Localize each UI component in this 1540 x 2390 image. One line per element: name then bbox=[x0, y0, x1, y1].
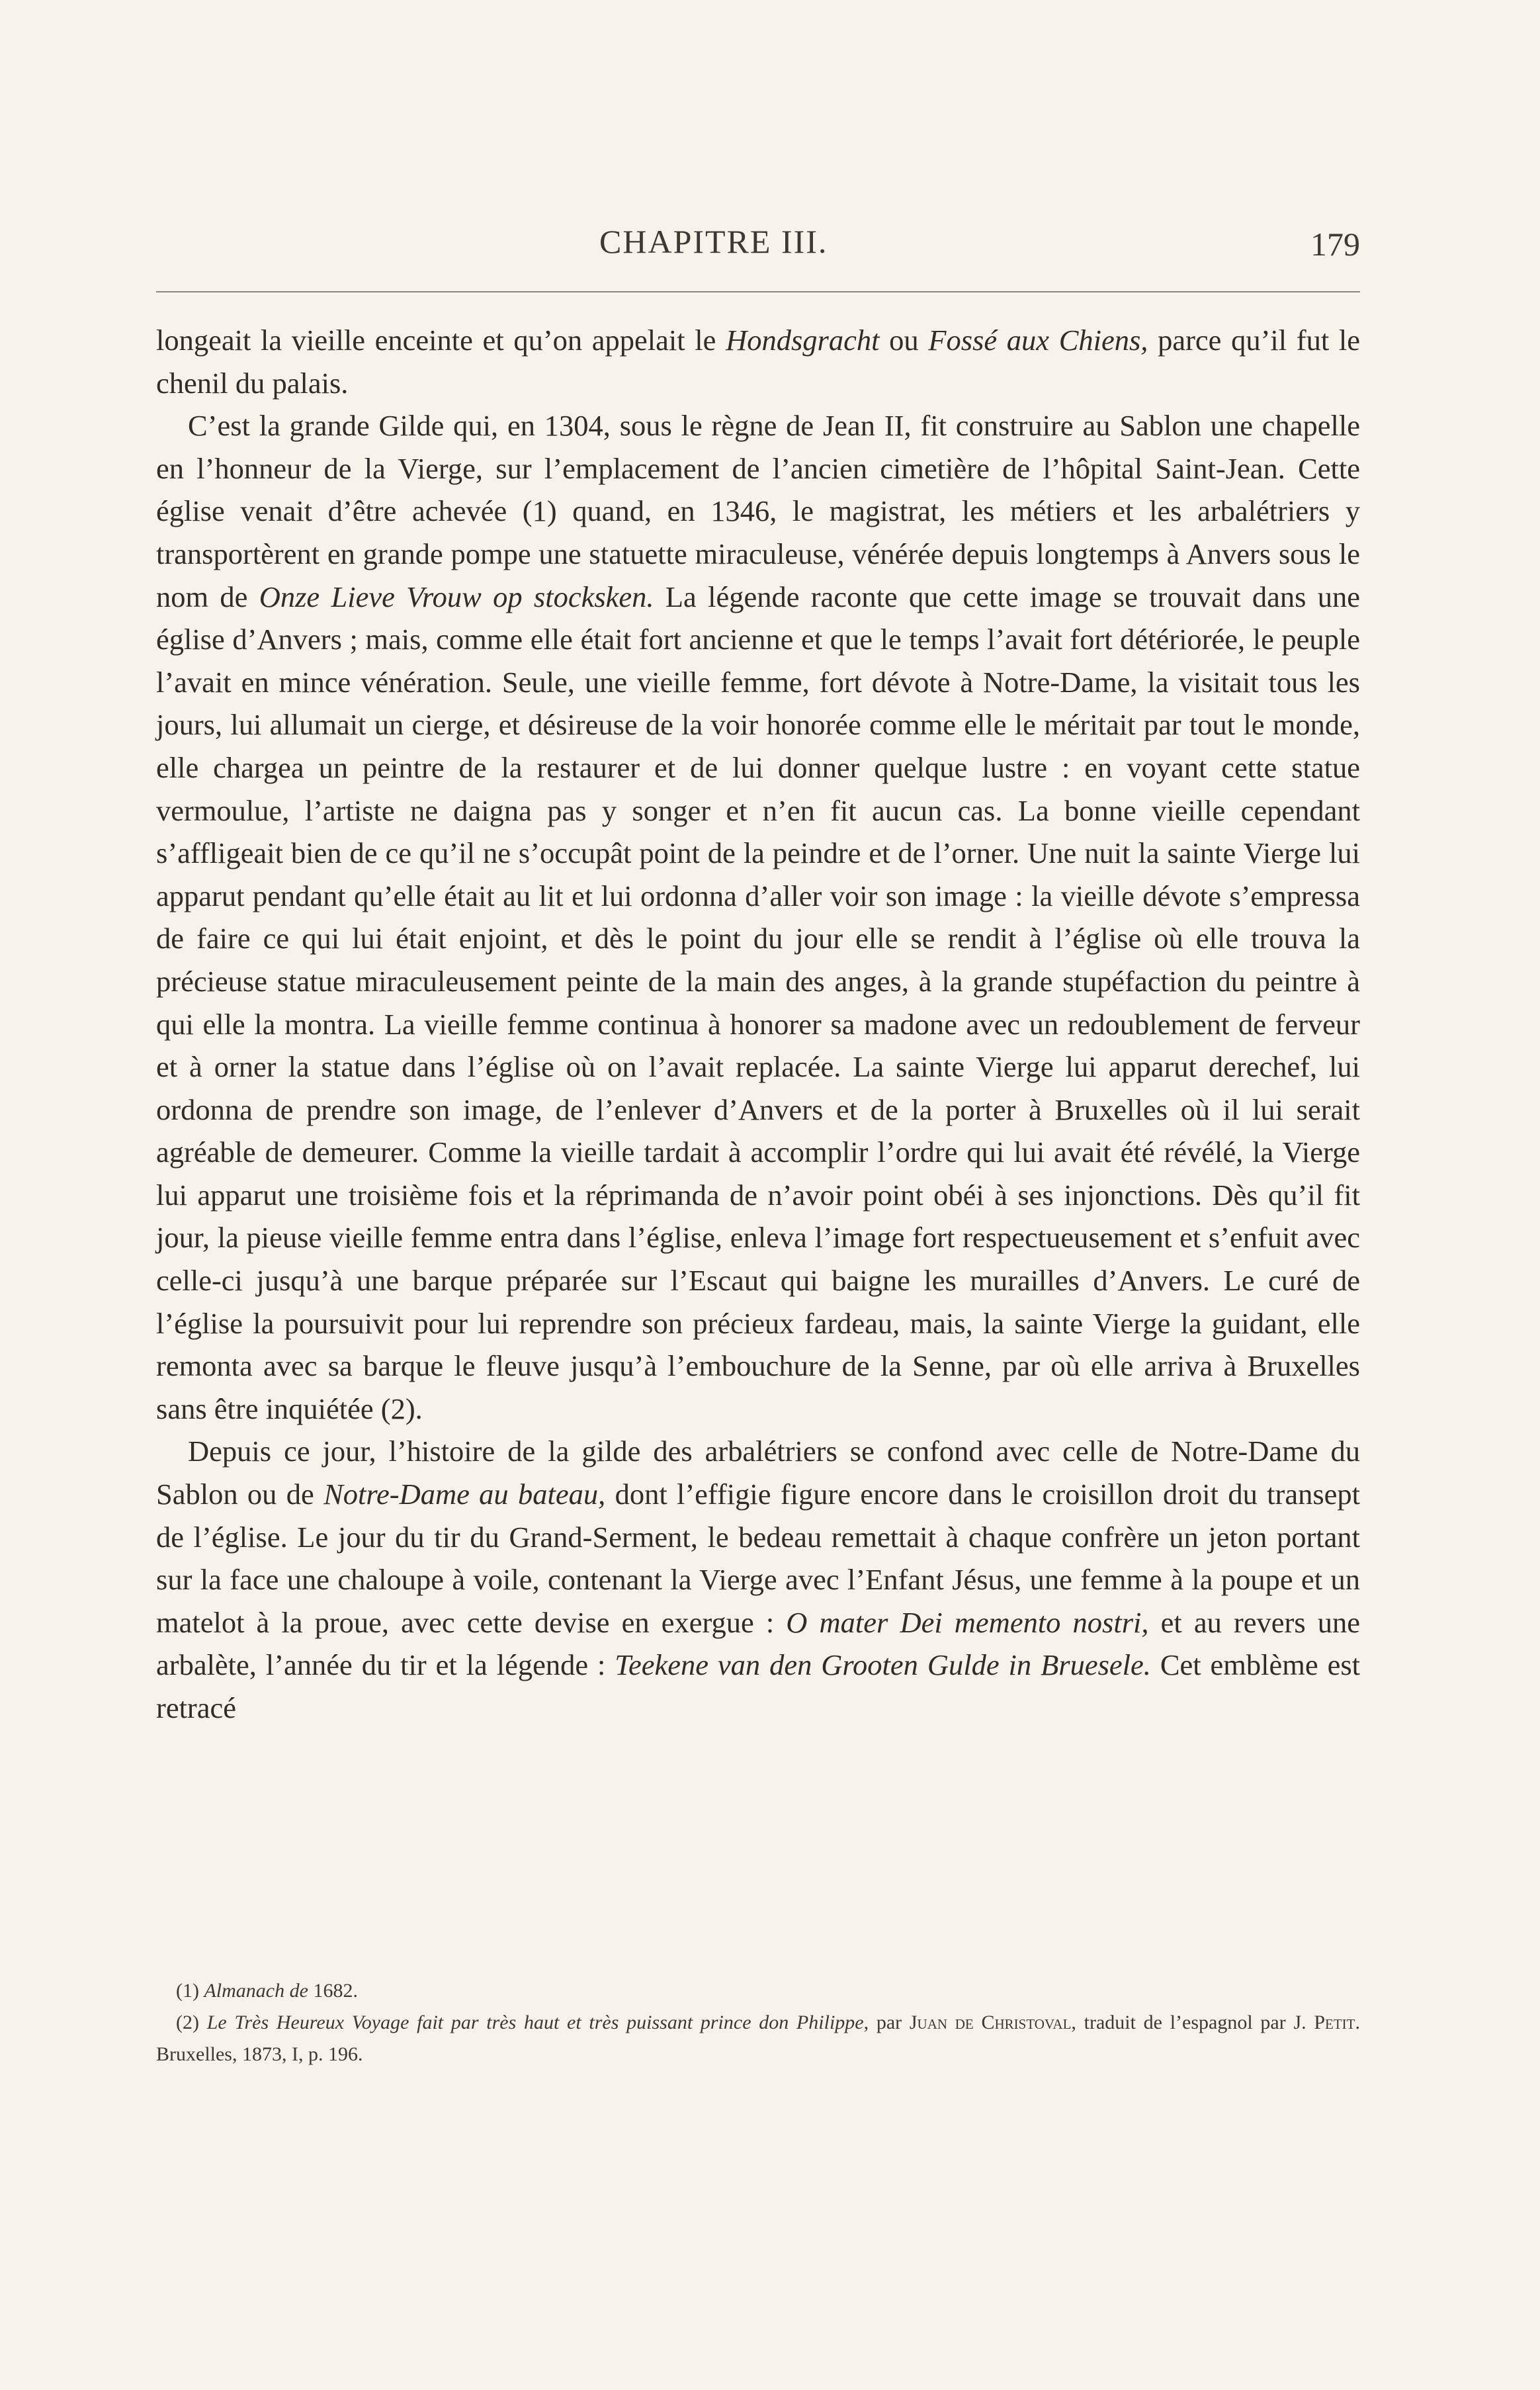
italic-text-run: Almanach de bbox=[204, 1980, 308, 2002]
footnote-1 bbox=[156, 1975, 1360, 2007]
italic-text-run: Teekene van den Grooten Gulde in Bruesele. bbox=[615, 1648, 1151, 1682]
text-run: et au revers une arbalète, l’année du tir et la légende : bbox=[156, 1605, 1360, 1682]
footnotes bbox=[156, 1975, 1360, 2070]
text-run: Juan de Christoval bbox=[909, 2012, 1072, 2033]
italic-text-run: Fossé aux Chiens, bbox=[928, 324, 1148, 357]
italic-text-run: Onze Lieve Vrouw op stocksken. bbox=[259, 580, 654, 613]
paragraph-2 bbox=[156, 404, 1360, 1430]
text-run: Petit bbox=[1314, 2012, 1355, 2033]
page-number: 179 bbox=[1310, 226, 1360, 263]
italic-text-run: Le Très Heureux Voyage fait par très haut et très puissant prince don Philippe, bbox=[206, 2012, 869, 2033]
footnote-2 bbox=[156, 2007, 1360, 2070]
text-run: Depuis ce jour, l’histoire de la gilde des arbalétriers se confond avec celle de Notre-Dame du Sablon ou de bbox=[156, 1435, 1360, 1511]
text-run: La légende raconte que cette image se trouvait dans une église d’Anvers ; mais, comme elle était fort ancienne et que le temps l’avait fort détériorée, le peuple l’avait en mince vénération. Seule, une vieille femme, fort dévote à Notre-Dame, la visitait tous les jours, lui allumait un cierge, et désireuse de la voir honorée comme elle le méritait par tout le monde, elle chargea un peintre de la restaurer et de lui donner quelque lustre : en voyant cette statue vermoulue, l’artiste ne daigna pas y songer et n’en fit aucun cas. La bonne vieille cependant s’affligeait bien de ce qu’il ne s’occupât point de la peindre et de l’orner. Une nuit la sainte Vierge lui apparut pendant qu’elle était au lit et lui ordonna d’aller voir son image : la vieille dévote s’empressa de faire ce qui lui était enjoint, et dès le point du jour elle se rendit à l’église où elle trouva la précieuse statue miraculeusement peinte de la main des anges, à la grande stupéfaction du peintre à qui elle la montra. La vieille femme continua à honorer sa madone avec un redoublement de ferveur et à orner la statue dans l’église où on l’avait replacée. La sainte Vierge lui apparut derechef, lui ordonna de prendre son image, de l’enlever d’Anvers et de la porter à Bruxelles où il lui serait agréable de demeurer. Comme la vieille tardait à accomplir l’ordre qui lui avait été révélé, la Vierge lui apparut une troisième fois et la réprimanda de n’avoir point obéi à ses injonctions. Dès qu’il fit jour, la pieuse vieille femme entra dans l’église, enleva l’image fort respectueusement et s’enfuit avec celle-ci jusqu’à une barque préparée sur l’Escaut qui baigne les murailles d’Anvers. Le curé de l’église la poursuivit pour lui reprendre son précieux fardeau, mais, la sainte Vierge la guidant, elle remonta avec sa barque le fleuve jusqu’à l’embouchure de la Senne, par où elle arriva à Bruxelles sans être inquiétée (2). bbox=[156, 580, 1360, 1425]
text-run: ou bbox=[879, 324, 929, 357]
body-text bbox=[156, 319, 1360, 1730]
text-run: Cet emblème est retracé bbox=[156, 1648, 1360, 1724]
text-run: , traduit de l’espagnol par J. bbox=[1071, 2012, 1314, 2033]
italic-text-run: O mater Dei memento nostri, bbox=[786, 1605, 1149, 1639]
text-run: longeait la vieille enceinte et qu’on appelait le bbox=[156, 324, 726, 357]
header-rule bbox=[156, 291, 1360, 292]
text-run: dont l’effigie figure encore dans le croisillon droit du transept de l’église. Le jour du tir du Grand-Serment, le bedeau remettait à chaque confrère un jeton portant sur la face une chaloupe à voile, contenant la Vierge avec l’Enfant Jésus, une femme à la poupe et un matelot à la proue, avec cette devise en exergue : bbox=[156, 1478, 1361, 1639]
page-header bbox=[156, 222, 1360, 295]
running-head: CHAPITRE III. bbox=[599, 223, 828, 260]
text-run: . Bruxelles, 1873, I, p. 196. bbox=[156, 2012, 1361, 2065]
text-run: C’est la grande Gilde qui, en 1304, sous le règne de Jean II, fit construire au Sablon une chapelle en l’honneur de la Vierge, sur l’emplacement de l’ancien cimetière de l’hôpital Saint-Jean. Cette église venait d’être achevée (1) quand, en 1346, le magistrat, les métiers et les arbalétriers y transportèrent en grande pompe une statuette miraculeuse, vénérée depuis longtemps à Anvers sous le nom de bbox=[156, 409, 1360, 613]
paragraph-1 bbox=[156, 319, 1360, 404]
text-run: (2) bbox=[176, 2012, 207, 2033]
paragraph-3 bbox=[156, 1430, 1360, 1729]
text-run: par bbox=[869, 2012, 910, 2033]
italic-text-run: Notre-Dame au bateau, bbox=[323, 1478, 606, 1511]
text-run: parce qu’il fut le chenil du palais. bbox=[156, 324, 1360, 400]
text-run: 1682. bbox=[308, 1980, 358, 2002]
italic-text-run: Hondsgracht bbox=[726, 324, 880, 357]
text-run: (1) bbox=[176, 1980, 204, 2002]
